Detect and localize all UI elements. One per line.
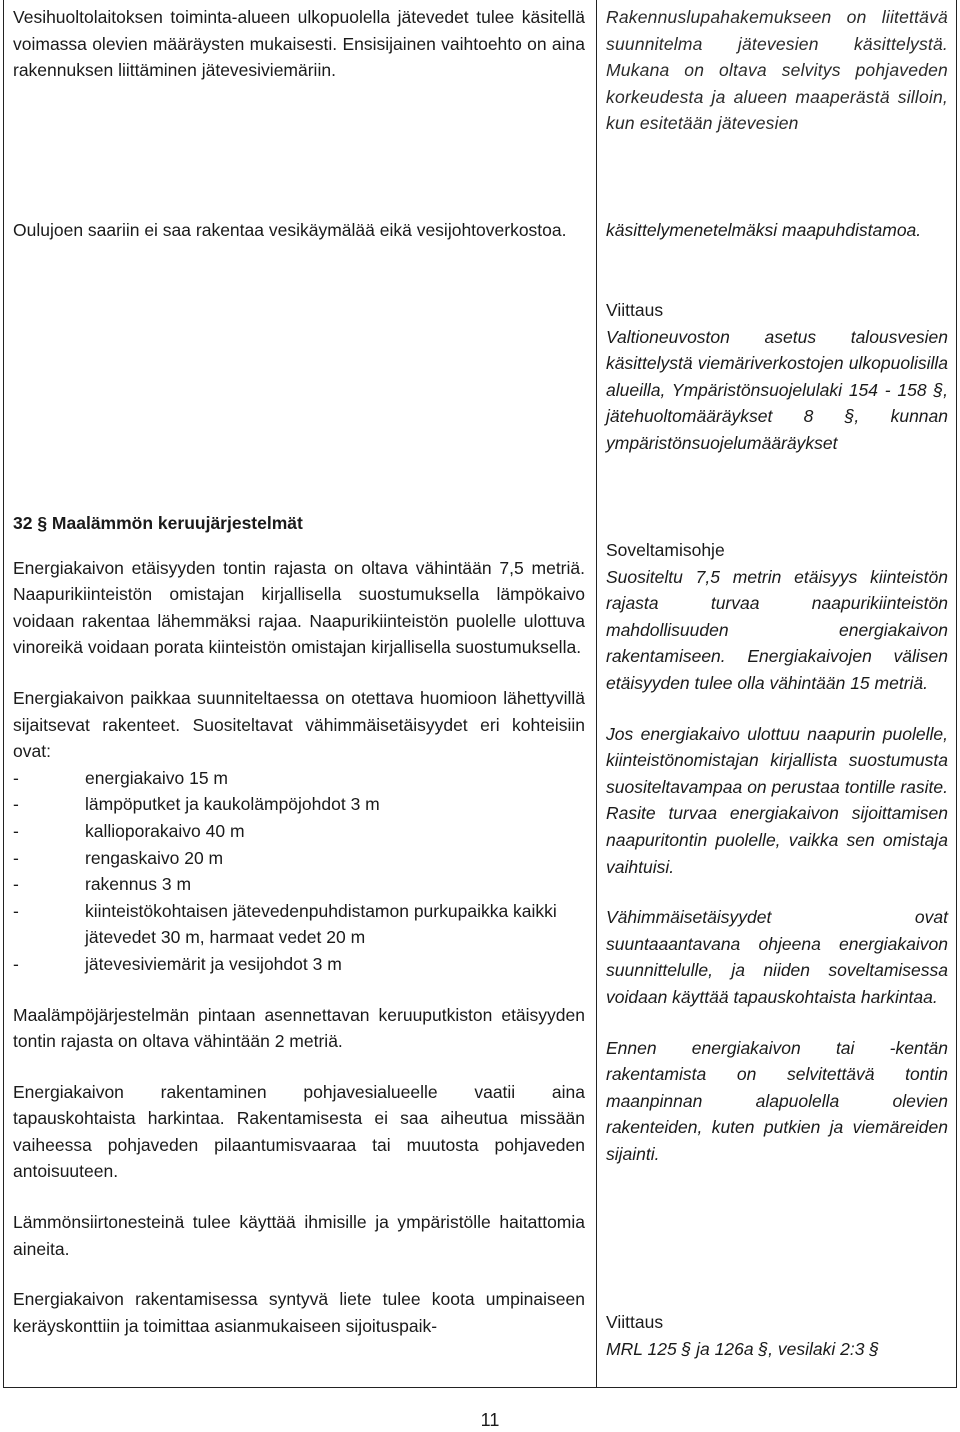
- wastewater-rule-text: Vesihuoltolaitoksen toiminta-alueen ulkopuolella jätevedet tulee käsitellä voimassa olevien määräysten mukaisesti. Ensisijainen vaihtoehto on aina rakennuksen liittäminen jätevesiviemäriin.: [13, 7, 585, 81]
- paragraph-distance: Energiakaivon etäisyyden tontin rajasta on oltava vähintään 7,5 metriä. Naapurikiinteistön omistajan kirjallisella suostumuksella lämpökaivo voidaan rakentaa lähemmäksi rajaa. Naapurikiinteistön puolelle ulottuva vinoreikä voidaan porata kiinteistön omistajan kirjallisella suostumuksella.: [13, 557, 585, 658]
- list-item: - energiakaivo 15 m: [13, 765, 585, 792]
- guidance-block: [606, 537, 948, 1167]
- section-32: [13, 510, 585, 1339]
- paragraph-structures: Energiakaivon paikkaa suunniteltaessa on otettava huomioon lähettyvillä sijaitsevat rakenteet. Suositeltavat vähimmäisetäisyydet eri kohteisiin ovat:: [13, 687, 585, 762]
- guidance-paragraph: Jos energiakaivo ulottuu naapurin puolelle, kiinteistönomistajan kirjallista suostumusta suositeltavampaa on perustaa tontille rasite. Rasite turvaa energiakaivon sijoittamisen naapuritontin puolelle, vaikka sen omistaja vaihtuisi.: [606, 723, 948, 877]
- paragraph-sludge: Energiakaivon rakentamisessa syntyvä liete tulee koota umpinaiseen keräyskonttiin ja toimittaa asianmukaiseen sijoituspaik-: [13, 1289, 585, 1336]
- list-item: - lämpöputket ja kaukolämpöjohdot 3 m: [13, 791, 585, 818]
- reference-label: Viittaus: [606, 300, 664, 320]
- guidance-label: Soveltamisohje: [606, 540, 725, 560]
- list-item: - rengaskaivo 20 m: [13, 845, 585, 872]
- reference-block-1: [606, 297, 948, 457]
- column-divider: [596, 0, 597, 1388]
- page-number: 11: [480, 1410, 500, 1430]
- list-item: - rakennus 3 m: [13, 871, 585, 898]
- oulujoki-guidance-text: käsittelymenetelmäksi maapuhdistamoa.: [606, 220, 922, 240]
- distance-list: [13, 765, 585, 978]
- paragraph-groundwater: Energiakaivon rakentaminen pohjavesialueelle vaatii aina tapauskohtaista harkintaa. Rakentamisesta ei saa aiheutua missään vaiheessa pohjaveden pilaantumisvaaraa tai muutosta pohjaveden antoisuuteen.: [13, 1081, 585, 1182]
- list-item: - kiinteistökohtaisen jätevedenpuhdistamon purkupaikka kaikki jätevedet 30 m, harmaat vedet 20 m: [13, 898, 585, 951]
- list-item: - jätevesiviemärit ja vesijohdot 3 m: [13, 951, 585, 978]
- section-heading: 32 § Maalämmön keruujärjestelmät: [13, 513, 303, 533]
- reference-text: Valtioneuvoston asetus talousvesien käsittelystä viemäriverkostojen ulkopuolisilla alueilla, Ympäristönsuojelulaki 154 - 158 §, jätehuoltomääräykset 8 §, kunnan ympäristönsuojelumääräykset: [606, 326, 948, 453]
- oulujoki-rule-text: Oulujoen saariin ei saa rakentaa vesikäymälää eikä vesijohtoverkostoa.: [13, 220, 567, 240]
- guidance-paragraph: Vähimmäisetäisyydet ovat suuntaaantavana ohjeena energiakaivon suunnittelulle, ja niiden soveltamisessa voidaan käyttää tapauskohtaista harkintaa.: [606, 907, 948, 1007]
- reference-text: MRL 125 § ja 126a §, vesilaki 2:3 §: [606, 1338, 880, 1359]
- guidance-paragraph: Ennen energiakaivon tai -kentän rakentamista on selvitettävä tontin maanpinnan alapuolella olevien rakenteiden, kuten putkien ja viemäreiden sijainti.: [606, 1037, 948, 1164]
- reference-label: Viittaus: [606, 1312, 664, 1332]
- guidance-paragraph: Suositeltu 7,5 metrin etäisyys kiinteistön rajasta turvaa naapurikiinteistön mahdollisuuden energiakaivon rakentamiseen. Energiakaivojen välisen etäisyyden tulee olla vähintään 15 metriä.: [606, 566, 948, 693]
- paragraph-piping: Maalämpöjärjestelmän pintaan asennettavan keruuputkiston etäisyyden tontin rajasta on oltava vähintään 2 metriä.: [13, 1004, 585, 1052]
- wastewater-guidance-text: Rakennuslupahakemukseen on liitettävä suunnitelma jätevesien käsittelystä. Mukana on oltava selvitys pohjaveden korkeudesta ja alueen maaperästä silloin, kun esitetään jätevesien: [606, 7, 948, 134]
- reference-block-2: [606, 1309, 948, 1362]
- paragraph-fluids: Lämmönsiirtonesteinä tulee käyttää ihmisille ja ympäristölle haitattomia aineita.: [13, 1212, 585, 1259]
- list-item: - kallioporakaivo 40 m: [13, 818, 585, 845]
